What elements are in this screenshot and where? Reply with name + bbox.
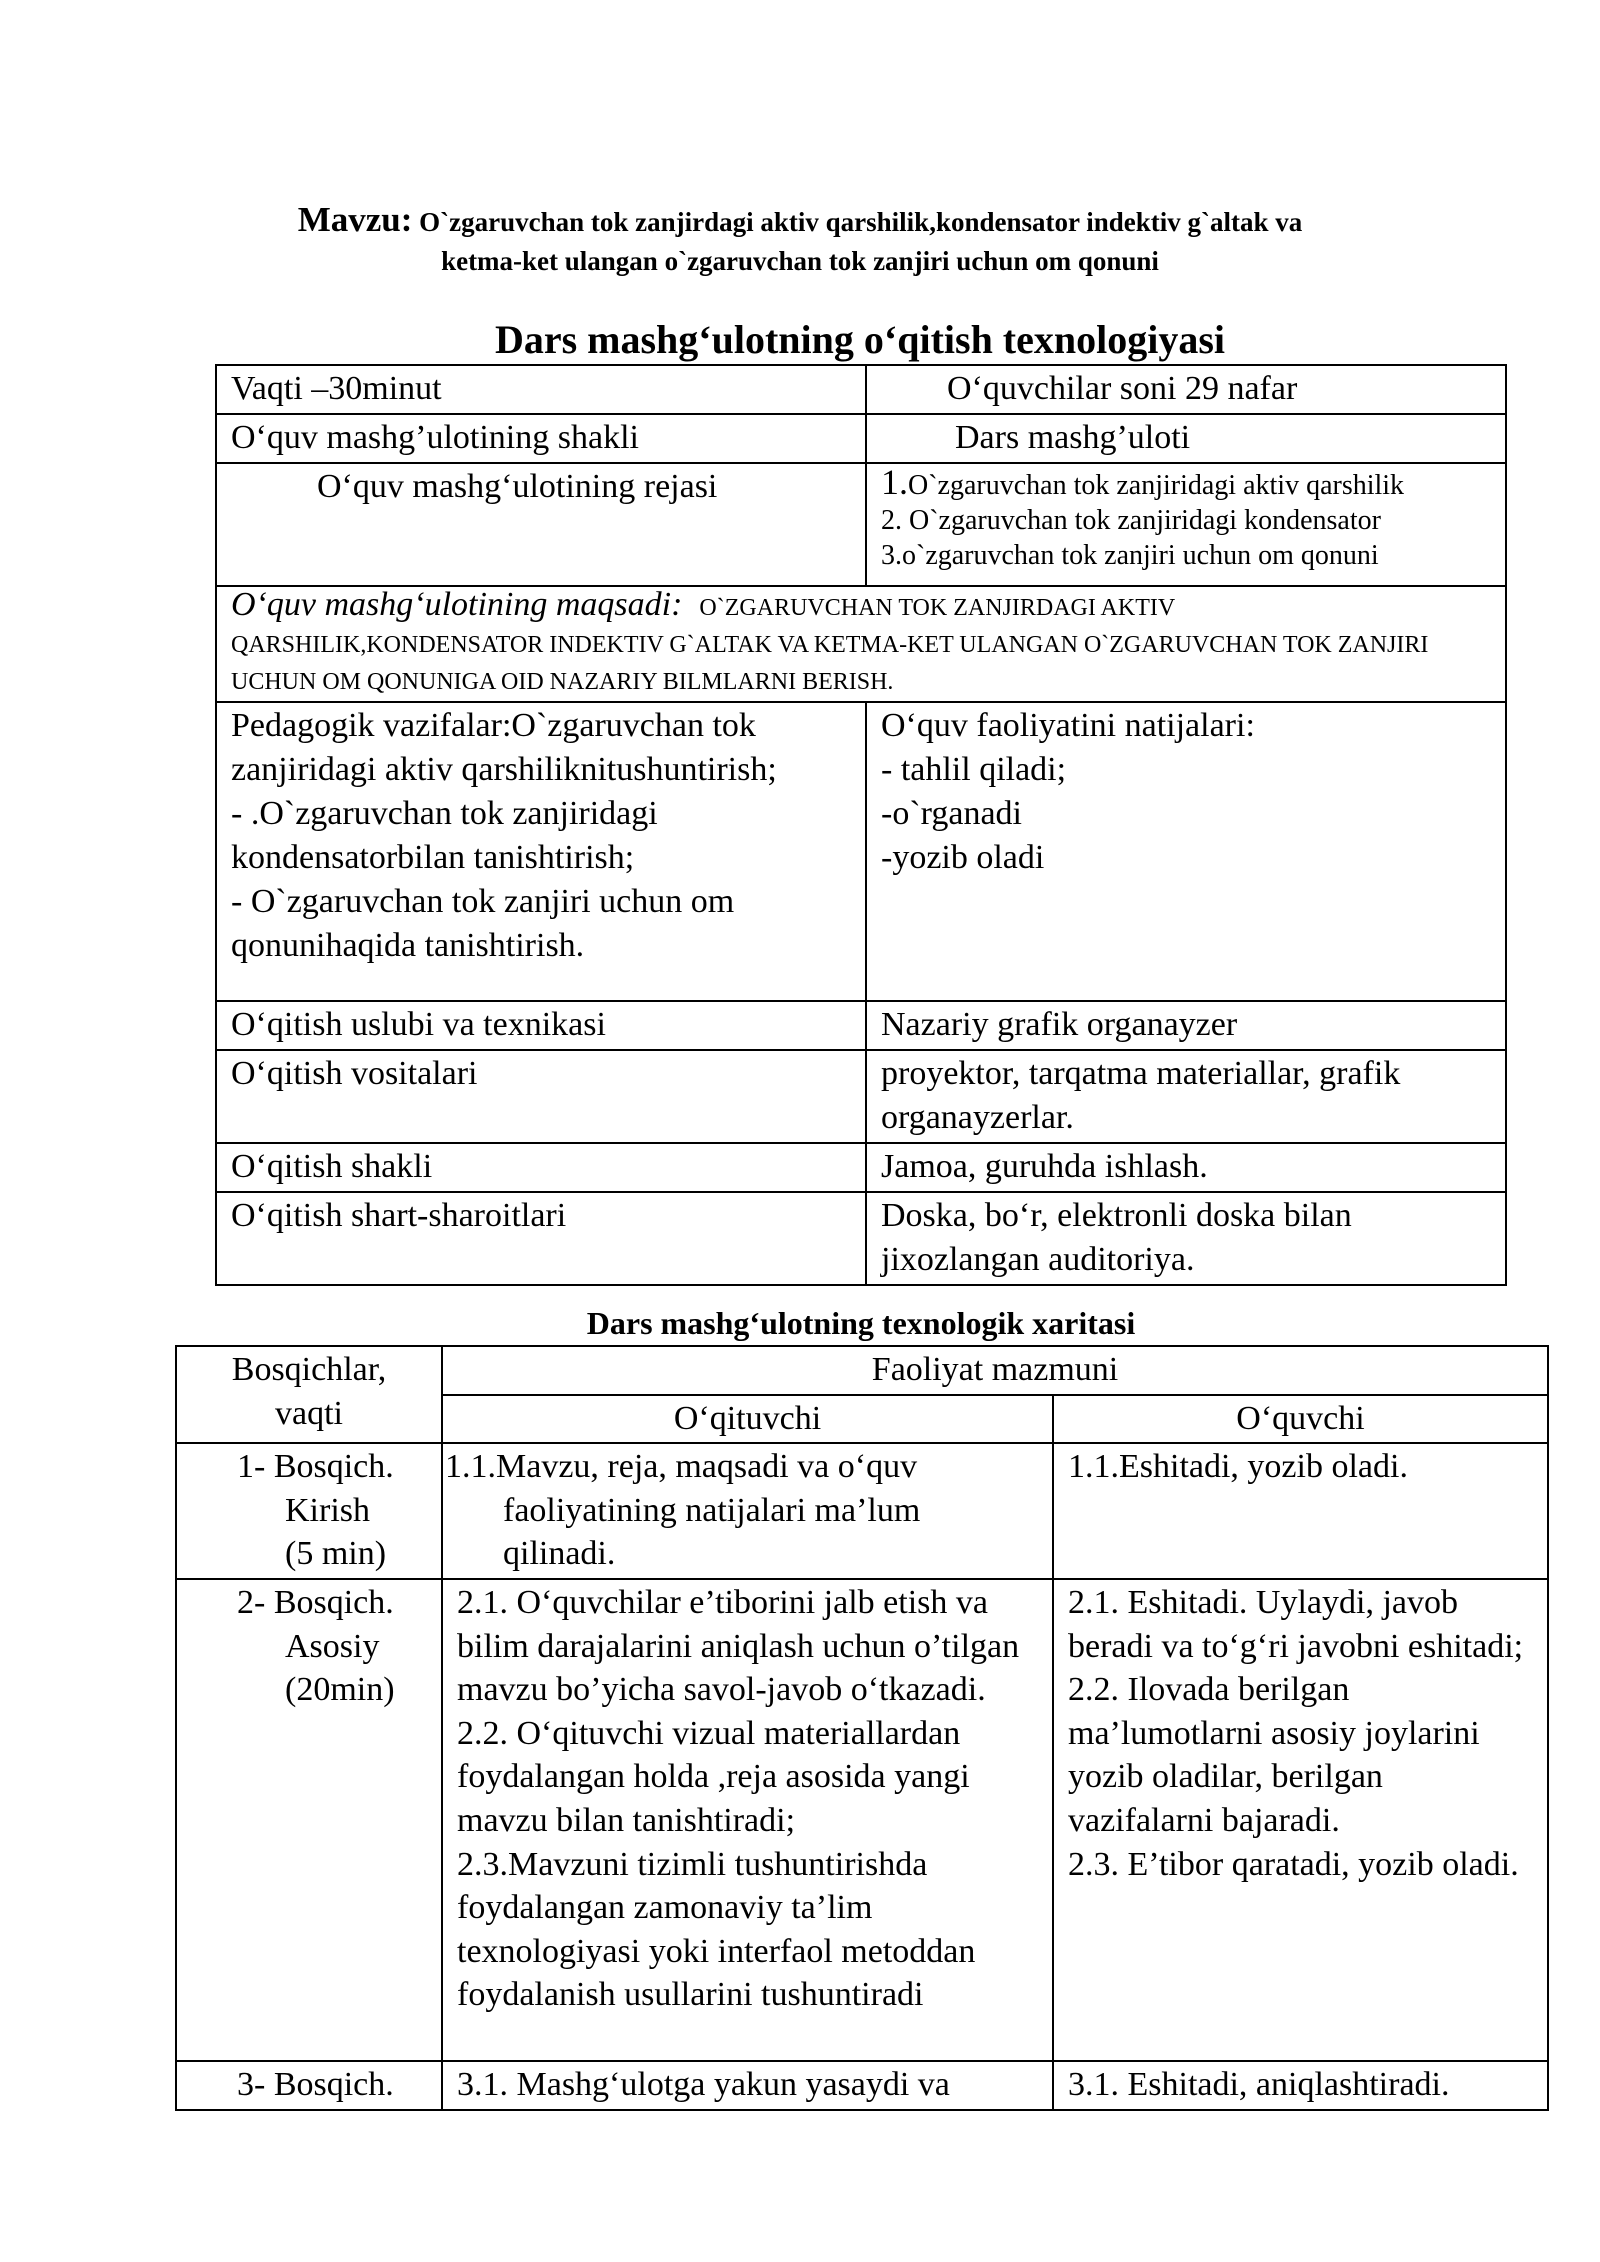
stage-cell <box>176 1579 442 2061</box>
plan-item-number: 1. <box>881 462 908 502</box>
task-line: - O`zgaruvchan tok zanjiri uchun om <box>231 883 735 920</box>
teacher-text: 1.1.Mavzu, reja, maqsadi va o‘quv faoliyatining natijalari ma’lum qilinadi. <box>445 1448 921 1573</box>
plan-item-text: O`zgaruvchan tok zanjiridagi kondensator <box>902 505 1381 536</box>
teacher-cell <box>442 1443 1053 1579</box>
table-row <box>216 1050 1506 1143</box>
topic-line-1 <box>200 200 1400 242</box>
stage-line: Kirish <box>285 1491 370 1529</box>
topic-text-1: O`zgaruvchan tok zanjirdagi aktiv qarshilik,kondensator indektiv g`altak va <box>419 207 1303 237</box>
plan-item-number: 3. <box>881 540 902 571</box>
stage-line: 3- Bosqich. <box>237 2065 394 2103</box>
stage-line: 1- Bosqich. <box>237 1448 394 1486</box>
task-line: qonunihaqida tanishtirish. <box>231 927 585 964</box>
shape-label-cell: O‘qitish shakli <box>216 1143 866 1192</box>
teacher-item: 2.1. O‘quvchilar e’tiborini jalb etish va bilim darajalarini aniqlash uchun o’tilgan mavzu bo’yicha savol-javob o‘tkazadi. <box>457 1583 1020 1709</box>
table-row <box>176 1346 1548 1395</box>
method-value-cell: Nazariy grafik organayzer <box>866 1001 1506 1050</box>
plan-item <box>881 538 1491 573</box>
teacher-header: O‘qituvchi <box>442 1395 1053 1444</box>
tech-table-title: Dars mashg‘ulotning o‘qitish texnologiyasi <box>494 317 1226 362</box>
topic-label: Mavzu: <box>297 200 413 239</box>
plan-item-number: 2. <box>881 505 902 536</box>
tools-label-cell: O‘qitish vositalari <box>216 1050 866 1143</box>
stage-line: 2- Bosqich. <box>237 1583 394 1621</box>
result-line: O‘quv faoliyatini natijalari: <box>881 707 1255 744</box>
table-row <box>216 586 1506 702</box>
stage-cell <box>176 1443 442 1579</box>
table-row <box>216 1143 1506 1192</box>
result-line: -o`rganadi <box>881 795 1022 832</box>
table-row <box>176 1579 1548 2061</box>
map-table-title: Dars mashg‘ulotning texnologik xaritasi <box>586 1305 1136 1341</box>
learning-results-cell <box>866 702 1506 1001</box>
student-cell: 3.1. Eshitadi, aniqlashtiradi. <box>1053 2061 1548 2110</box>
student-cell: 1.1.Eshitadi, yozib oladi. <box>1053 1443 1548 1579</box>
result-line: - tahlil qiladi; <box>881 751 1067 788</box>
teacher-cell: 3.1. Mashg‘ulotga yakun yasaydi va <box>442 2061 1053 2110</box>
task-line: zanjiridagi aktiv qarshiliknitushuntirish; <box>231 751 777 788</box>
table-row <box>176 2061 1548 2110</box>
task-line: kondensatorbilan tanishtirish; <box>231 839 635 876</box>
pedagogical-tasks-cell <box>216 702 866 1001</box>
teacher-item: 2.3.Mavzuni tizimli tushuntirishda foydalangan zamonaviy ta’lim texnologiyasi yoki interfaol metoddan foydalanish usullarini tushuntiradi <box>457 1845 976 2014</box>
plan-item <box>881 462 1491 503</box>
form-value-cell: Dars mashg’uloti <box>866 414 1506 463</box>
student-item: 2.3. E’tibor qaratadi, yozib oladi. <box>1068 1845 1519 1883</box>
teaching-technology-table <box>215 364 1507 1286</box>
plan-label-cell: O‘quv mashg‘ulotining rejasi <box>216 463 866 586</box>
technological-map-table <box>175 1345 1549 2111</box>
student-cell <box>1053 1579 1548 2061</box>
stage-line: Asosiy <box>285 1627 380 1665</box>
student-header: O‘quvchi <box>1053 1395 1548 1444</box>
task-line: Pedagogik vazifalar:O`zgaruvchan tok <box>231 707 756 744</box>
table-row <box>216 414 1506 463</box>
goal-cell <box>216 586 1506 702</box>
result-line: -yozib oladi <box>881 839 1045 876</box>
table-row <box>216 1001 1506 1050</box>
table-row <box>216 463 1506 586</box>
method-label-cell: O‘qitish uslubi va texnikasi <box>216 1001 866 1050</box>
table-row <box>216 702 1506 1001</box>
student-item: 2.2. Ilovada berilgan ma’lumotlarni asosiy joylarini yozib oladilar, berilgan vazifalarni bajaradi. <box>1068 1671 1480 1839</box>
table-row <box>216 1192 1506 1285</box>
conditions-label-cell: O‘qitish shart-sharoitlari <box>216 1192 866 1285</box>
table-row <box>176 1443 1548 1579</box>
form-label-cell: O‘quv mashg’ulotining shakli <box>216 414 866 463</box>
topic-line-2: ketma-ket ulangan o`zgaruvchan tok zanjiri uchun om qonuni <box>441 246 1159 276</box>
tools-value-cell: proyektor, tarqatma materiallar, grafik organayzerlar. <box>866 1050 1506 1143</box>
plan-item-text: o`zgaruvchan tok zanjiri uchun om qonuni <box>902 540 1379 571</box>
table-row <box>216 365 1506 414</box>
task-line: - .O`zgaruvchan tok zanjiridagi <box>231 795 658 832</box>
students-count-cell: O‘quvchilar soni 29 nafar <box>866 365 1506 414</box>
conditions-value-cell: Doska, bo‘r, elektronli doska bilan jixozlangan auditoriya. <box>866 1192 1506 1285</box>
teacher-item: 2.2. O‘qituvchi vizual materiallardan foydalangan holda ,reja asosida yangi mavzu bilan tanishtiradi; <box>457 1714 970 1839</box>
teacher-cell <box>442 1579 1053 2061</box>
goal-text: O`ZGARUVCHAN TOK ZANJIRDAGI AKTIV QARSHILIK,KONDENSATOR INDEKTIV G`ALTAK VA KETMA-KET ULANGAN O`ZGARUVCHAN TOK ZANJIRI UCHUN OM QONUNIGA OID NAZARIY BILMLARNI BERISH. <box>231 595 1429 695</box>
plan-item-text: O`zgaruvchan tok zanjiridagi aktiv qarshilik <box>908 470 1405 501</box>
stage-line: (20min) <box>285 1671 395 1709</box>
stage-line: (5 min) <box>285 1535 387 1573</box>
activity-header: Faoliyat mazmuni <box>442 1346 1548 1395</box>
stage-cell <box>176 2061 442 2110</box>
goal-label: O‘quv mashg‘ulotining maqsadi: <box>231 586 683 623</box>
student-item: 2.1. Eshitadi. Uylaydi, javob beradi va to‘g‘ri javobni eshitadi; <box>1068 1583 1524 1665</box>
stages-header: Bosqichlar, vaqti <box>176 1346 442 1443</box>
shape-value-cell: Jamoa, guruhda ishlash. <box>866 1143 1506 1192</box>
page-title <box>200 200 1400 281</box>
plan-item <box>881 503 1491 538</box>
time-cell: Vaqti –30minut <box>216 365 866 414</box>
plan-items-cell <box>866 463 1506 586</box>
